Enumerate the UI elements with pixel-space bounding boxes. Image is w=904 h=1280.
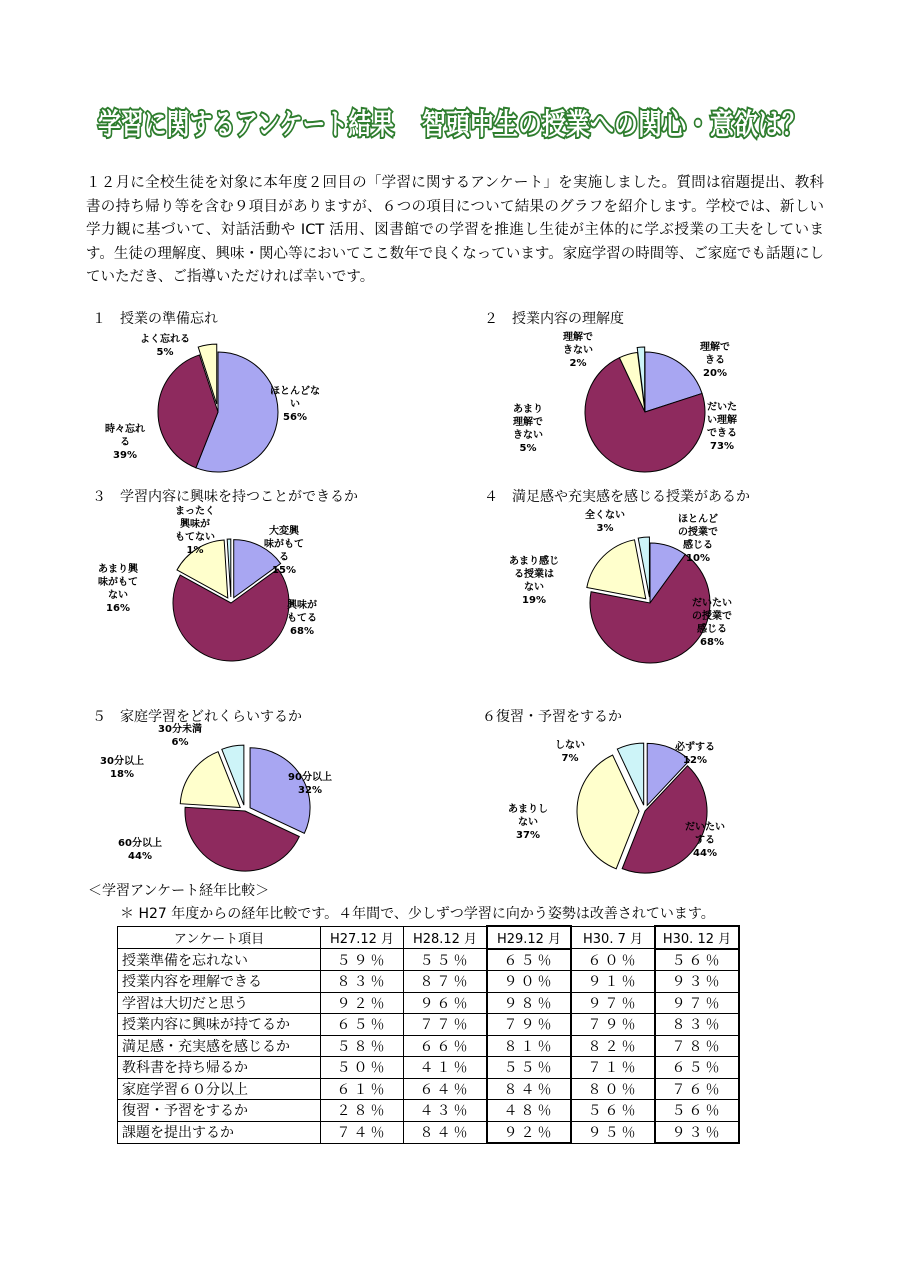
table-cell-value: ９８％: [487, 992, 571, 1014]
table-cell-value: ７８％: [655, 1035, 739, 1057]
table-cell-value: ６１％: [321, 1078, 404, 1100]
table-cell-item: 学習は大切だと思う: [118, 992, 321, 1014]
table-cell-value: ８４％: [487, 1078, 571, 1100]
chart3-title: ３ 学習内容に興味を持つことができるか: [92, 489, 358, 505]
table-cell-item: 授業準備を忘れない: [118, 949, 321, 971]
slice-label: 30分以上 18%: [100, 756, 144, 780]
title-part2: 智頭中生の授業への関心・意欲は？: [422, 107, 806, 141]
table-cell-value: ９７％: [571, 992, 655, 1014]
table-row: [118, 1057, 740, 1079]
slice-label: ほとんどの授業で感じる 10%: [678, 514, 718, 564]
table-cell-value: ８０％: [571, 1078, 655, 1100]
title-part1: 学習に関するアンケート結果: [98, 107, 394, 141]
comparison-note: ＊ H27 年度からの経年比較です。４年間で、少しずつ学習に向かう姿勢は改善されています。: [120, 906, 715, 922]
table-cell-value: ６０％: [571, 949, 655, 971]
pie-chart-3: [100, 508, 360, 678]
slice-label: 必ずする 12%: [675, 742, 715, 766]
table-cell-item: 満足感・充実感を感じるか: [118, 1035, 321, 1057]
page-title: [90, 96, 814, 148]
chart2-title: ２ 授業内容の理解度: [484, 311, 624, 327]
table-cell-value: ７４％: [321, 1121, 404, 1143]
table-cell-value: ６５％: [655, 1057, 739, 1079]
table-cell-value: ９６％: [404, 992, 488, 1014]
slice-label: 90分以上 32%: [288, 772, 332, 796]
table-cell-value: ７９％: [571, 1014, 655, 1036]
chart5-title: ５ 家庭学習をどれくらいするか: [92, 709, 302, 725]
table-cell-value: ６４％: [404, 1078, 488, 1100]
table-cell-value: ４３％: [404, 1100, 488, 1122]
pie-chart-2: [500, 332, 800, 482]
table-cell-value: ５５％: [487, 1057, 571, 1079]
comparison-heading: ＜学習アンケート経年比較＞: [88, 883, 270, 899]
chart6-title: ６復習・予習をするか: [482, 709, 622, 725]
table-cell-value: ９３％: [655, 1121, 739, 1143]
slice-label: だいたいする 44%: [685, 822, 725, 859]
table-cell-value: ８３％: [655, 1014, 739, 1036]
slice-label: あまり感じる授業はない 19%: [509, 556, 559, 606]
slice-label: あまり興味がもてない 16%: [98, 564, 138, 614]
table-row: [118, 992, 740, 1014]
table-cell-value: ５６％: [571, 1100, 655, 1122]
table-cell-value: ８２％: [571, 1035, 655, 1057]
table-cell-item: 授業内容を理解できる: [118, 971, 321, 993]
pie-chart-6: [500, 726, 790, 878]
table-cell-value: ９７％: [655, 992, 739, 1014]
table-cell-value: ８３％: [321, 971, 404, 993]
table-row: [118, 1100, 740, 1122]
slice-label: まったく興味がもてない 1%: [175, 506, 215, 556]
table-row: [118, 1014, 740, 1036]
table-row: [118, 971, 740, 993]
table-cell-value: ９５％: [571, 1121, 655, 1143]
table-cell-item: 家庭学習６０分以上: [118, 1078, 321, 1100]
slice-label: 大変興味がもてる 15%: [264, 526, 304, 576]
table-cell-item: 復習・予習をするか: [118, 1100, 321, 1122]
table-cell-value: ６６％: [404, 1035, 488, 1057]
table-cell-value: ５８％: [321, 1035, 404, 1057]
table-header-row: [118, 926, 740, 949]
pie-slice: [227, 539, 231, 597]
column-header: H27.12 月: [321, 926, 404, 949]
slice-label: 時々忘れる 39%: [105, 424, 145, 461]
slice-label: だいたいの授業で感じる 68%: [692, 598, 732, 648]
table-row: [118, 1035, 740, 1057]
pie-chart-svg: [100, 726, 380, 876]
table-cell-value: ８１％: [487, 1035, 571, 1057]
slice-label: 理解できる 20%: [700, 342, 730, 379]
table-cell-value: ５６％: [655, 949, 739, 971]
table-cell-value: ５９％: [321, 949, 404, 971]
table-cell-value: ２８％: [321, 1100, 404, 1122]
pie-slice: [587, 540, 646, 599]
pie-chart-svg: [500, 726, 790, 878]
table-cell-value: ７６％: [655, 1078, 739, 1100]
slice-label: 興味がもてる 68%: [287, 600, 317, 637]
table-cell-item: 課題を提出するか: [118, 1121, 321, 1143]
table-cell-value: ８４％: [404, 1121, 488, 1143]
table-cell-value: ９０％: [487, 971, 571, 993]
table-cell-value: ４１％: [404, 1057, 488, 1079]
table-row: [118, 949, 740, 971]
slice-label: 60分以上 44%: [118, 838, 162, 862]
pie-chart-svg: [100, 508, 360, 678]
slice-label: 全くない 3%: [585, 510, 625, 534]
table-cell-value: ９１％: [571, 971, 655, 993]
chart4-title: ４ 満足感や充実感を感じる授業があるか: [484, 489, 750, 505]
slice-label: 理解できない 2%: [563, 332, 593, 369]
table-cell-item: 教科書を持ち帰るか: [118, 1057, 321, 1079]
table-cell-value: ５６％: [655, 1100, 739, 1122]
table-cell-item: 授業内容に興味が持てるか: [118, 1014, 321, 1036]
column-header: H28.12 月: [404, 926, 488, 949]
pie-chart-svg: [500, 508, 800, 668]
table-cell-value: ９２％: [487, 1121, 571, 1143]
pie-chart-svg: [100, 332, 360, 482]
table-cell-value: ５５％: [404, 949, 488, 971]
column-header: H30. 7 月: [571, 926, 655, 949]
slice-label: しない 7%: [555, 740, 585, 764]
chart1-title: １ 授業の準備忘れ: [92, 311, 218, 327]
slice-label: あまりしない 37%: [508, 804, 548, 841]
slice-label: ほとんどない 56%: [270, 386, 320, 423]
slice-label: だいたい理解できる 73%: [707, 402, 737, 452]
intro-paragraph: １２月に全校生徒を対象に本年度２回目の「学習に関するアンケート」を実施しました。質問は宿題提出、教科書の持ち帰り等を含む９項目がありますが、６つの項目について結果のグラフを紹介します。学校では、新しい学力観に基づいて、対話活動や ICT 活用、図書館での学習を推進し生徒が主体的に学ぶ授業の工夫をしています。生徒の理解度、興味・関心等においてここ数年で良くなっています。家庭学習の時間等、ご家庭でも話題にしていただき、ご指導いただければ幸いです。: [86, 175, 824, 285]
table-cell-value: ７７％: [404, 1014, 488, 1036]
table-cell-value: ６５％: [487, 949, 571, 971]
slice-label: よく忘れる 5%: [140, 334, 190, 358]
table-cell-value: ５０％: [321, 1057, 404, 1079]
table-row: [118, 1121, 740, 1143]
column-header: H30. 12 月: [655, 926, 739, 949]
slice-label: あまり理解できない 5%: [513, 404, 543, 454]
table-row: [118, 1078, 740, 1100]
table-cell-value: ６５％: [321, 1014, 404, 1036]
slice-label: 30分未満 6%: [158, 724, 202, 748]
column-header: アンケート項目: [118, 926, 321, 949]
table-cell-value: ４８％: [487, 1100, 571, 1122]
pie-chart-svg: [500, 332, 800, 482]
table-cell-value: ９３％: [655, 971, 739, 993]
column-header: H29.12 月: [487, 926, 571, 949]
table-cell-value: ８７％: [404, 971, 488, 993]
pie-chart-5: [100, 726, 380, 876]
pie-chart-4: [500, 508, 800, 668]
pie-chart-1: [100, 332, 360, 482]
comparison-table: [117, 925, 740, 1144]
table-cell-value: ７９％: [487, 1014, 571, 1036]
table-cell-value: ７１％: [571, 1057, 655, 1079]
table-cell-value: ９２％: [321, 992, 404, 1014]
